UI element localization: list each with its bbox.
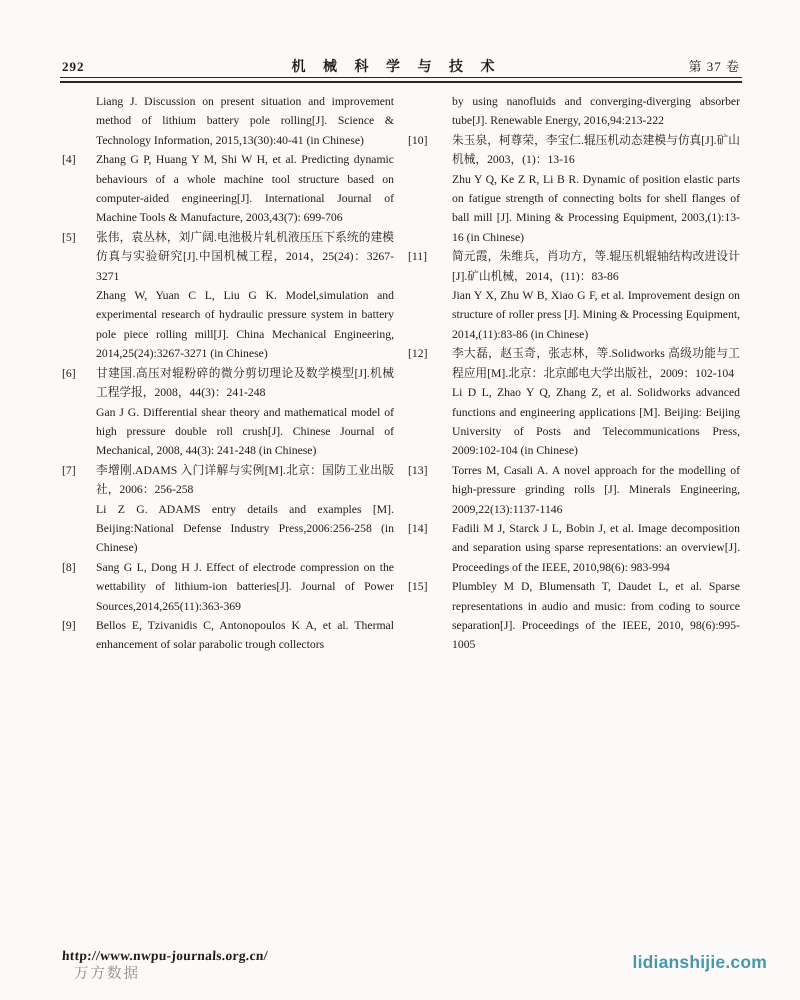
reference-chinese: 朱玉泉，柯尊荣，李宝仁.辊压机动态建模与仿真[J].矿山机械，2003，(1)：13-16 (452, 133, 740, 167)
references-section (62, 92, 740, 655)
reference-english: Jian Y X, Zhu W B, Xiao G F, et al. Improvement design on structure of roller press [J]. Mining & Processing Equipment, 2014,(11):83-86 (in Chinese) (452, 289, 740, 341)
reference-english: Plumbley M D, Blumensath T, Daudet L, et al. Sparse representations in audio and music: from coding to source separation[J]. Proceedings of the IEEE, 2010, 98(6):995-1005 (452, 580, 740, 652)
reference-text (452, 577, 740, 655)
reference-number: [4] (62, 153, 76, 167)
wanfang-watermark: 万方数据 (74, 966, 140, 982)
reference-item-9 (62, 616, 394, 655)
reference-item-9-continuation (408, 92, 740, 131)
journal-url: http://www.nwpu-journals.org.cn/ (61, 948, 269, 963)
reference-number: [9] (62, 618, 76, 632)
reference-number: [13] (408, 463, 428, 477)
page-header (62, 56, 740, 76)
reference-item-6 (62, 364, 394, 461)
reference-text (452, 461, 740, 519)
reference-item-11 (408, 247, 740, 344)
reference-english: Torres M, Casali A. A novel approach for the modelling of high-pressure grinding rolls [J]. Minerals Engineering, 2009,22(13):1137-1146 (452, 463, 740, 516)
reference-text (96, 364, 394, 461)
references-column-right (408, 92, 740, 655)
reference-chinese: 李增刚.ADAMS 入门详解与实例[M].北京：国防工业出版社，2006：256-258 (96, 463, 394, 497)
reference-chinese: 李大磊，赵玉奇，张志林，等.Solidworks 高级功能与工程应用[M].北京：北京邮电大学出版社，2009：102-104 (452, 347, 740, 380)
reference-number (62, 92, 96, 150)
reference-number: [12] (408, 347, 428, 361)
reference-number: [15] (408, 580, 428, 594)
reference-number: [7] (62, 463, 76, 477)
reference-item-10 (408, 131, 740, 247)
reference-text (452, 247, 740, 344)
reference-item-5 (62, 228, 394, 364)
reference-number (408, 92, 452, 131)
reference-english: Li D L, Zhao Y Q, Zhang Z, et al. Solidworks advanced functions and engineering applications [M]. Beijing: Beijing University of Posts and Telecommunications Press, 2009:102-104 (in Chinese) (452, 386, 740, 458)
reference-english: Zhu Y Q, Ke Z R, Li B R. Dynamic of position elastic parts on fatigue strength of connecting bolts for shell flanges of ball mill [J]. Mining & Processing Equipment, 2003,(1):13-16 (in Chinese) (452, 172, 740, 244)
reference-english: by using nanofluids and converging-diverging absorber tube[J]. Renewable Energy, 2016,94:213-222 (452, 95, 740, 128)
reference-english: Li Z G. ADAMS entry details and examples [M]. Beijing:National Defense Industry Press,2006:256-258 (in Chinese) (96, 502, 394, 555)
reference-item-4 (62, 150, 394, 228)
reference-chinese: 张伟，袁丛林，刘广阔.电池极片轧机液压压下系统的建模仿真与实验研究[J].中国机械工程，2014，25(24)：3267-3271 (96, 230, 394, 283)
reference-english: Zhang W, Yuan C L, Liu G K. Model,simulation and experimental research of hydraulic pressure system in battery pole piece rolling mill[J]. China Mechanical Engineering, 2014,25(24):3267-3271 (in Chinese) (96, 289, 394, 361)
reference-text (96, 92, 394, 150)
reference-english: Sang G L, Dong H J. Effect of electrode compression on the wettability of lithium-ion batteries[J]. Journal of Power Sources,2014,265(11):363-369 (96, 560, 394, 613)
reference-item-13 (408, 461, 740, 519)
reference-item-3-continuation (62, 92, 394, 150)
reference-number: [6] (62, 366, 76, 380)
references-column-left (62, 92, 394, 655)
page-number: 292 (62, 59, 85, 74)
reference-text (96, 558, 394, 616)
reference-text (96, 228, 394, 364)
header-rule-thin (60, 77, 742, 78)
reference-english: Fadili M J, Starck J L, Bobin J, et al. Image decomposition and separation using sparse representations: an overview[J]. Proceedings of the IEEE, 2010,98(6): 983-994 (452, 521, 740, 574)
reference-number: [11] (408, 250, 428, 264)
reference-english: Liang J. Discussion on present situation and improvement method of lithium battery pole rolling[J]. Science & Technology Information, 2015,13(30):40-41 (in Chinese) (96, 95, 394, 147)
volume-label: 第 37 卷 (688, 59, 740, 74)
reference-text (452, 519, 740, 577)
reference-text (452, 344, 740, 460)
reference-english: Gan J G. Differential shear theory and mathematical model of high pressure double roll crush[J]. Chinese Journal of Mechanical, 2008, 44(3): 241-248 (in Chinese) (96, 405, 394, 458)
reference-item-8 (62, 558, 394, 616)
reference-text (96, 461, 394, 558)
reference-text (452, 92, 740, 131)
reference-text (96, 616, 394, 655)
reference-english: Bellos E, Tzivanidis C, Antonopoulos K A, et al. Thermal enhancement of solar parabolic trough collectors (96, 618, 394, 652)
reference-text (452, 131, 740, 247)
reference-text (96, 150, 394, 228)
reference-number: [10] (408, 133, 428, 147)
journal-title: 机 械 科 学 与 技 术 (291, 60, 502, 75)
reference-item-15 (408, 577, 740, 655)
reference-item-12 (408, 344, 740, 460)
reference-number: [14] (408, 521, 428, 535)
reference-number: [8] (62, 560, 76, 574)
reference-chinese: 简元霞，朱维兵，肖功方，等.辊压机辊轴结构改进设计[J].矿山机械，2014，(11)：83-86 (452, 250, 740, 283)
site-watermark: lidianshijie.com (632, 952, 767, 972)
header-rule-thick (60, 81, 742, 83)
reference-item-7 (62, 461, 394, 558)
reference-chinese: 甘建国.高压对辊粉碎的微分剪切理论及数学模型[J].机械工程学报，2008，44(3)：241-248 (96, 366, 394, 400)
reference-item-14 (408, 519, 740, 577)
reference-english: Zhang G P, Huang Y M, Shi W H, et al. Predicting dynamic behaviours of a whole machine tool structure based on computer-aided engineering[J]. International Journal of Machine Tools & Manufacture, 2003,43(7): 699-706 (96, 153, 394, 225)
reference-number: [5] (62, 230, 76, 244)
